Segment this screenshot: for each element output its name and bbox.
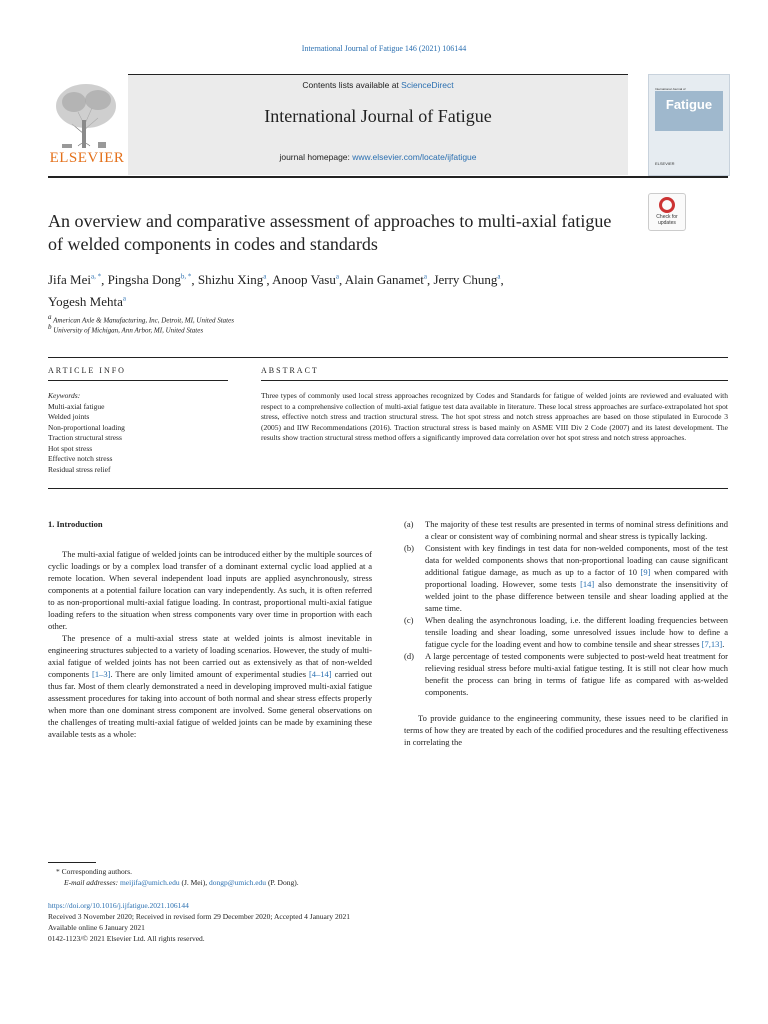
journal-cover-thumbnail[interactable] — [648, 74, 730, 176]
keyword: Traction structural stress — [48, 433, 122, 442]
article-info-heading: ARTICLE INFO — [48, 366, 126, 375]
bookmark-icon — [659, 197, 675, 213]
affiliation: $^a$ American Axle & Manufacturing, Inc, Detroit, MI, United States — [48, 313, 234, 325]
received-dates: Received 3 November 2020; Received in revised form 29 December 2020; Accepted 4 January 2021 — [48, 912, 350, 921]
author[interactable]: Anoop Vasu$^a$ — [272, 272, 339, 288]
paragraph: To provide guidance to the engineering community, these issues need to be clarified in terms of how they are treated by each of the codified procedures and the resulting effectiveness in correlating the — [404, 713, 728, 747]
header-rule — [48, 176, 728, 178]
affiliation: $^b$ University of Michigan, Ann Arbor, MI, United States — [48, 323, 204, 335]
body-column-right — [404, 518, 728, 748]
reference-link[interactable]: [14] — [580, 579, 595, 589]
keyword: Hot spot stress — [48, 443, 93, 453]
paragraph: The presence of a multi-axial stress state at welded joints is almost inevitable in engineering structures subjected to a variety of loading scenarios. However, the study of multi-axial fatigue of welded joints has not been carried out as extensively as that of non-welded components [1–3]. There are only limited amount of experimental studies [4–14] carried out thus far. Most of them clearly demonstrated a need in developing improved multi-axial fatigue assessment procedures for taking into account of both normal and shear stress effects properly when more than one dominant stress component are involved. Some general observations on the challenges of treating multi-axial fatigue of welded joints can be made by examining these available tests as a whole: — [48, 633, 373, 739]
author[interactable]: Pingsha Dong$^{b, *}$ — [107, 272, 192, 288]
reference-link[interactable]: [1–3] — [92, 669, 111, 679]
keyword: Effective notch stress — [48, 454, 113, 463]
publication-info — [48, 900, 648, 944]
body-column-left — [48, 518, 372, 740]
keywords-list — [48, 391, 228, 475]
cover-small-text: International Journal of — [655, 87, 686, 91]
elsevier-wordmark: ELSEVIER — [49, 150, 125, 166]
keyword: Welded joints — [48, 412, 90, 421]
footnotes — [48, 866, 648, 888]
check-for-updates-badge[interactable]: Check for updates — [648, 193, 686, 231]
cover-title: Fatigue — [665, 97, 713, 112]
email-link[interactable]: meijifa@umich.edu — [119, 878, 180, 887]
section-rule — [48, 357, 728, 358]
section-heading-introduction: 1. Introduction — [48, 519, 103, 529]
keywords-label: Keywords: — [48, 391, 81, 400]
list-item: (d) A large percentage of tested components were subjected to post-weld heat treatment for relieving residual stress before multi-axial fatigue testing. It is still not clear how much benefit the process can bring in terms of fatigue life as compared with as-welded components. — [404, 651, 728, 697]
journal-homepage-line: journal homepage: www.elsevier.com/locate/ijfatigue — [279, 152, 477, 162]
keyword: Non-proportional loading — [48, 422, 125, 432]
list-item: (b) Consistent with key findings in test data for non-welded components, most of the test data for welded components shows that non-proportional loading can cause significant additional fatigue damage, as much as up to a factor of 10 [9] when compared with proportional loading. However, some tests [14] also demonstrate the insensitivity of welded joint to the phase difference between tensile and shear loading applied at the same time. — [404, 543, 728, 613]
keyword: Residual stress relief — [48, 464, 111, 474]
abstract-rule — [261, 380, 728, 381]
available-online: Available online 6 January 2021 — [48, 923, 145, 932]
doi-link[interactable]: https://doi.org/10.1016/j.ijfatigue.2021.106144 — [48, 901, 189, 910]
journal-title: International Journal of Fatigue — [264, 106, 492, 126]
cover-publisher: ELSEVIER — [655, 161, 675, 166]
paragraph: The multi-axial fatigue of welded joints can be introduced either by the multiple sources of cyclic loadings or by a complex load transfer of a dominant external cyclic load applied at a remote location. When several independent load inputs are applied asynchronously, stress components at a potential failure location can vary independently. As such, it is often referred to as non-proportional multi-axial fatigue loading. In contrast, proportional multi-axial fatigue loading refers to the situation when stress components vary over time in proportion with each other. — [48, 549, 372, 631]
reference-link[interactable]: [4–14] — [308, 669, 332, 679]
author[interactable]: Jifa Mei$^{a, *}$ — [48, 272, 102, 288]
paper-title: An overview and comparative assessment of approaches to multi-axial fatigue of welded components in codes and standards — [48, 211, 612, 254]
author[interactable]: Shizhu Xing$^a$ — [197, 272, 267, 288]
keyword: Multi-axial fatigue — [48, 401, 105, 411]
author[interactable]: Yogesh Mehta$^a$ — [48, 293, 126, 309]
corresponding-footnote: * Corresponding authors. — [56, 867, 133, 876]
abstract-text: Three types of commonly used local stress approaches recognized by Codes and Standards for fatigue of welded joints are reviewed and evaluated with respect to a comprehensive collection of multi-axial fatigue test data available in literature. These local stress approaches are surface-extrapolated hot spot stress, effective notch stress and traction structural stress. The hot spot stress and notch stress approaches are based on those stipulated in Eurocode 3 (2005) and IIW Recommendations (2016). Traction structural stress is based mainly on ASME VIII Div 2 Code (2007) and its latest development. The results show traction structural stress method offers a significantly improved data correlation over hot spot stress and notch stress approaches. — [261, 391, 728, 442]
reference-link[interactable]: [9] — [640, 567, 651, 577]
author[interactable]: Jerry Chung$^a$ — [433, 272, 501, 288]
article-info-rule — [48, 380, 228, 381]
sciencedirect-link[interactable]: ScienceDirect — [401, 80, 454, 90]
copyright: 0142-1123/© 2021 Elsevier Ltd. All rights reserved. — [48, 934, 205, 943]
journal-citation-line[interactable]: International Journal of Fatigue 146 (2021) 106144 — [301, 44, 467, 53]
email-footnote: E-mail addresses: meijifa@umich.edu (J. Mei), dongp@umich.edu (P. Dong). — [64, 878, 299, 887]
abstract-bottom-rule — [48, 488, 728, 489]
footnote-rule — [48, 862, 96, 863]
author[interactable]: Alain Ganamet$^a$ — [344, 272, 427, 288]
author-list: Jifa Mei$^{a, *}$, Pingsha Dong$^{b, *}$, Shizhu Xing$^a$, Anoop Vasu$^a$, Alain Ganamet$^a$, Jerry Chung$^a$, Yogesh Mehta$^a$ — [48, 272, 504, 309]
reference-link[interactable]: [7,13] — [701, 639, 723, 649]
abstract-heading: ABSTRACT — [261, 366, 319, 375]
contents-line: Contents lists available at ScienceDirect — [302, 80, 454, 90]
email-link[interactable]: dongp@umich.edu — [208, 878, 267, 887]
list-item: (a) The majority of these test results are presented in terms of nominal stress definitions and a clear or consistent way of combining normal and shear stress is typically lacking. — [404, 519, 728, 541]
list-item: (c) When dealing the asynchronous loading, i.e. the different loading frequencies between tensile loading and shear loading, some unresolved issues include how to define a fatigue cycle for the loading event and how to combine tensile and shear stresses [7,13]. — [404, 615, 728, 649]
journal-homepage-link[interactable]: www.elsevier.com/locate/ijfatigue — [352, 152, 477, 162]
